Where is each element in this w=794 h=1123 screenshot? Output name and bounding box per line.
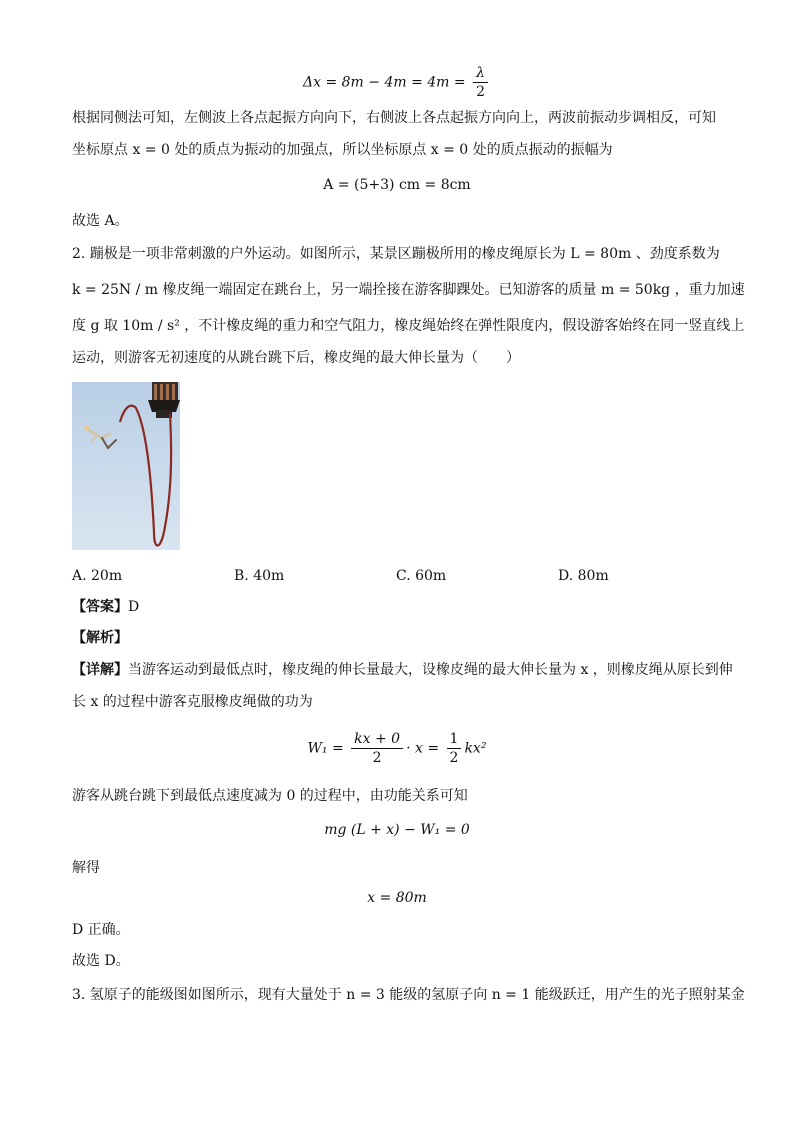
equation-energy bbox=[0, 820, 794, 840]
paragraph-line: 根据同侧法可知，左侧波上各点起振方向向下，右侧波上各点起振方向向上，两波前振动步调相反，可知 bbox=[72, 110, 716, 126]
question-2-line: 度 g 取 10m / s² ，不计橡皮绳的重力和空气阻力，橡皮绳始终在弹性限度内，假设游客始终在同一竖直线上 bbox=[72, 318, 745, 334]
detail-text: 当游客运动到最低点时，橡皮绳的伸长量最大，设橡皮绳的最大伸长量为 x ，则橡皮绳从原长到伸 bbox=[128, 662, 733, 678]
equation-work bbox=[0, 730, 794, 767]
eq4-text: mg (L + x) − W₁ = 0 bbox=[324, 822, 470, 838]
conclusion-choice-d: 故选 D。 bbox=[72, 953, 130, 969]
question-2-line: 2. 蹦极是一项非常刺激的户外运动。如图所示，某景区蹦极所用的橡皮绳原长为 L = 80m 、劲度系数为 bbox=[72, 246, 720, 262]
question-2-line: 运动，则游客无初速度的从跳台跳下后，橡皮绳的最大伸长量为（ ） bbox=[72, 350, 520, 366]
option-d: D. 80m bbox=[558, 568, 609, 584]
question-2-line: k = 25N / m 橡皮绳一端固定在跳台上，另一端拴接在游客脚踝处。已知游客的质量 m = 50kg ，重力加速 bbox=[72, 282, 745, 298]
answer-label: 【答案】 bbox=[72, 599, 128, 615]
option-b: B. 40m bbox=[234, 568, 285, 584]
question-3-line: 3. 氢原子的能级图如图所示，现有大量处于 n = 3 能级的氢原子向 n = 1 能级跃迁，用产生的光子照射某金 bbox=[72, 987, 745, 1003]
analysis-label bbox=[72, 628, 128, 648]
detail-label: 【详解】 bbox=[72, 662, 128, 678]
d-correct: D 正确。 bbox=[72, 922, 130, 938]
eq1-fraction bbox=[473, 64, 488, 101]
option-a: A. 20m bbox=[72, 568, 123, 584]
equation-amplitude: A = (5+3) cm = 8cm bbox=[323, 177, 471, 193]
eq3-fraction-1 bbox=[351, 730, 403, 767]
eq3-lhs: W₁ = bbox=[307, 740, 349, 757]
eq5-text: x = 80m bbox=[367, 890, 427, 906]
eq3-numerator-1: kx + 0 bbox=[351, 730, 403, 749]
detail-line bbox=[72, 660, 733, 680]
detail-line: 游客从跳台跳下到最低点速度减为 0 的过程中，由功能关系可知 bbox=[72, 788, 468, 804]
solve-label: 解得 bbox=[72, 860, 100, 876]
analysis-label-text: 【解析】 bbox=[72, 630, 128, 646]
eq1-numerator: λ bbox=[473, 64, 488, 83]
paragraph-line: 坐标原点 x = 0 处的质点为振动的加强点，所以坐标原点 x = 0 处的质点振动的振幅为 bbox=[72, 142, 613, 158]
answer-value: D bbox=[128, 599, 140, 615]
eq3-denominator-1: 2 bbox=[372, 750, 382, 766]
eq3-numerator-2: 1 bbox=[447, 730, 462, 749]
eq3-fraction-2 bbox=[447, 730, 462, 767]
answer-line bbox=[72, 597, 139, 617]
eq3-denominator-2: 2 bbox=[449, 750, 459, 766]
eq1-denominator: 2 bbox=[476, 84, 485, 100]
conclusion-choice-a: 故选 A。 bbox=[72, 213, 129, 229]
eq3-mid: · x = bbox=[406, 740, 444, 757]
equation-result bbox=[0, 888, 794, 908]
bungee-jump-photo bbox=[72, 382, 180, 550]
eq3-tail: kx² bbox=[464, 740, 487, 757]
eq1-lhs: Δx = 8m − 4m = 4m = bbox=[303, 74, 471, 91]
equation-path-difference bbox=[0, 64, 794, 101]
detail-line: 长 x 的过程中游客克服橡皮绳做的功为 bbox=[72, 694, 313, 710]
option-c: C. 60m bbox=[396, 568, 447, 584]
